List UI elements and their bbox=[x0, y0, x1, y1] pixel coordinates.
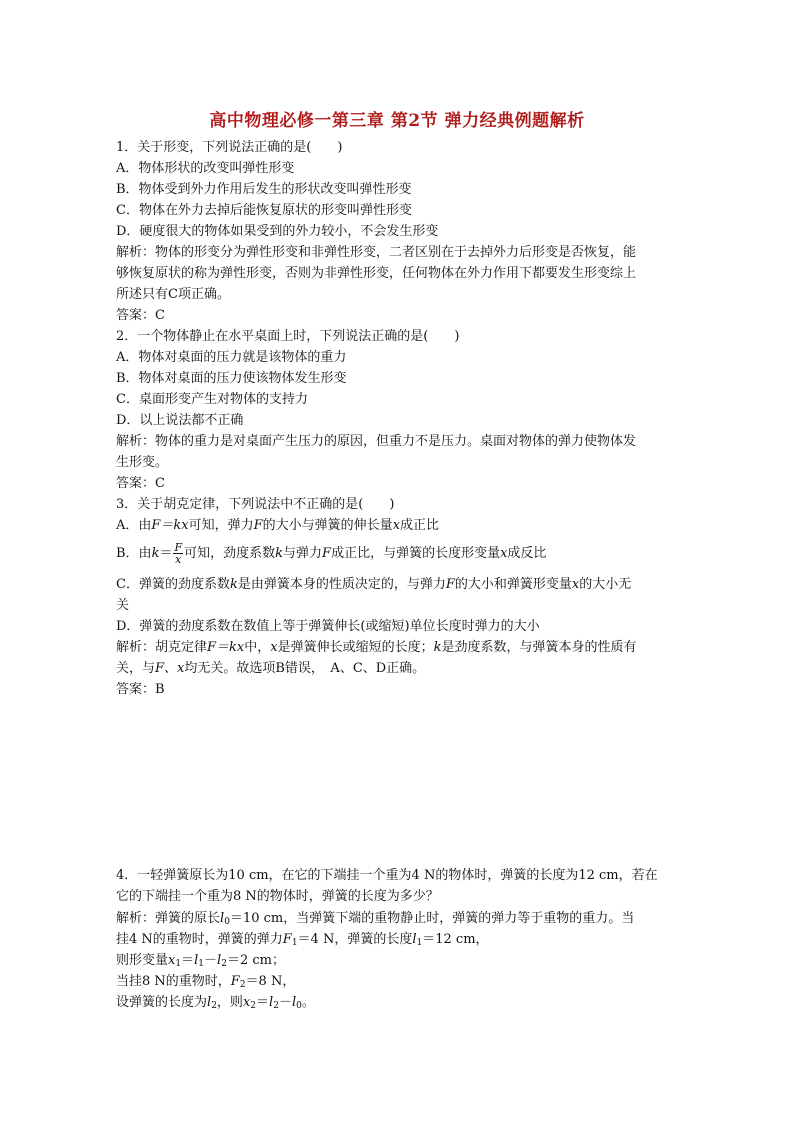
q4-j3-tail: ＝2 cm； bbox=[226, 953, 285, 968]
q3-c-mid2: 的大小和弹簧形变量 bbox=[454, 577, 572, 592]
q3-a-mid2: 的大小与弹簧的伸长量 bbox=[262, 518, 393, 533]
q3-j1-formula: F＝kx bbox=[207, 640, 245, 655]
q3-j1-var-x: x bbox=[270, 640, 278, 655]
q3-option-c-line2: 关 bbox=[116, 598, 130, 613]
q4-j5-sub-c: 2 bbox=[273, 1001, 279, 1011]
q3-a-var-f: F bbox=[253, 518, 263, 533]
page-title: 高中物理必修一第三章 第2节 弹力经典例题解析 bbox=[209, 111, 585, 131]
q4-j2-sub-b: 1 bbox=[416, 938, 423, 948]
q1-analysis-line3: 所述只有C项正确。 bbox=[116, 287, 230, 302]
q4-j5-minus: － bbox=[278, 995, 292, 1010]
q3-analysis-line2 bbox=[116, 658, 686, 679]
q3-answer: 答案：B bbox=[116, 682, 165, 697]
q4-j5-sub: 2 bbox=[211, 1001, 217, 1011]
q3-b-var-f: F bbox=[322, 546, 332, 561]
q4-j5-sub-d: 0 bbox=[296, 1001, 302, 1011]
q1-analysis-line2: 够恢复原状的称为弹性形变，否则为非弹性形变，任何物体在外力作用下都要发生形变综上 bbox=[116, 266, 637, 281]
q3-c-var-f: F bbox=[445, 577, 455, 592]
fraction-denominator: x bbox=[175, 553, 182, 566]
q1-option-d: D．硬度很大的物体如果受到的外力较小，不会发生形变 bbox=[116, 224, 439, 239]
q4-j1-tail: ＝10 cm，当弹簧下端的重物静止时，弹簧的弹力等于重物的重力。当 bbox=[229, 911, 635, 926]
q2-answer: 答案：C bbox=[116, 476, 165, 491]
q3-j1-mid2: 是弹簧伸长或缩短的长度； bbox=[277, 640, 434, 655]
q4-j1-prefix: 解析：弹簧的原长 bbox=[116, 911, 221, 926]
q3-b-tail: 成反比 bbox=[507, 546, 547, 561]
q4-j5-l2: l bbox=[269, 995, 274, 1010]
q2-analysis-line1: 解析：物体的重力是对桌面产生压力的原因，但重力不是压力。桌面对物体的弹力使物体发 bbox=[116, 434, 637, 449]
q3-option-a bbox=[116, 515, 686, 536]
q3-c-var-x: x bbox=[571, 577, 580, 592]
q1-analysis-line1: 解析：物体的形变分为弹性形变和非弹性形变，二者区别在于去掉外力后形变是否恢复，能 bbox=[116, 245, 637, 260]
q4-j3-l1: l bbox=[194, 953, 199, 968]
q3-b-k: k bbox=[151, 546, 160, 561]
q4-stem-line2: 它的下端挂一个重为8 N的物体时，弹簧的长度为多少？ bbox=[116, 889, 439, 904]
q4-j4-f: F bbox=[230, 974, 240, 989]
q3-c-tail: 的大小无 bbox=[579, 577, 632, 592]
q4-j4-prefix: 当挂8 N的重物时， bbox=[116, 974, 231, 989]
q4-j4-tail: ＝8 N， bbox=[245, 974, 296, 989]
q3-c-prefix: C．弹簧的劲度系数 bbox=[116, 577, 230, 592]
q4-j2-mid: ＝4 N，弹簧的长度 bbox=[297, 932, 413, 947]
fraction-numerator: F bbox=[174, 541, 183, 554]
q4-j5-l: l bbox=[207, 995, 212, 1010]
q4-j5-tail: 。 bbox=[301, 995, 315, 1010]
q3-b-var-x: x bbox=[500, 546, 508, 561]
q3-a-tail: 成正比 bbox=[400, 518, 440, 533]
q4-j1-l: l bbox=[220, 911, 225, 926]
q1-stem: 1．关于形变，下列说法正确的是( ) bbox=[116, 140, 343, 155]
q4-j3-prefix: 则形变量 bbox=[116, 953, 169, 968]
q3-j1-prefix: 解析：胡克定律 bbox=[116, 640, 208, 655]
q3-c-mid: 是由弹簧本身的性质决定的，与弹力 bbox=[237, 577, 446, 592]
q4-stem-line1: 4．一轻弹簧原长为10 cm，在它的下端挂一个重为4 N的物体时，弹簧的长度为12 cm，若在 bbox=[116, 868, 658, 883]
q4-j3-l2: l bbox=[217, 953, 222, 968]
q4-j3-sub-c: 2 bbox=[221, 959, 227, 969]
q3-a-mid: 可知，弹力 bbox=[188, 518, 254, 533]
q3-b-prefix: B．由 bbox=[116, 546, 152, 561]
q2-option-a: A．物体对桌面的压力就是该物体的重力 bbox=[116, 350, 347, 365]
q3-j1-tail: 是劲度系数，与弹簧本身的性质有 bbox=[441, 640, 637, 655]
q2-option-d: D．以上说法都不正确 bbox=[116, 413, 244, 428]
q4-j5-x: x bbox=[242, 995, 251, 1010]
q4-j3-sub-b: 1 bbox=[198, 959, 205, 969]
q1-option-a: A．物体形状的改变叫弹性形变 bbox=[116, 161, 295, 176]
q3-b-mid3: 成正比，与弹簧的长度形变量 bbox=[331, 546, 501, 561]
q1-option-c: C．物体在外力去掉后能恢复原状的形变叫弹性形变 bbox=[116, 203, 412, 218]
q2-analysis-line2: 生形变。 bbox=[116, 455, 169, 470]
q1-answer: 答案：C bbox=[116, 308, 165, 323]
q3-a-var-x: x bbox=[392, 518, 401, 533]
q4-j5-sub-b: 2 bbox=[250, 1001, 257, 1011]
q3-b-var-k: k bbox=[275, 546, 284, 561]
q3-a-prefix: A．由 bbox=[116, 518, 152, 533]
q3-j2-vars: F、x bbox=[155, 661, 185, 676]
q3-j2-tail: 均无关。故选项B错误， A、C、D正确。 bbox=[184, 661, 426, 676]
q4-j1-sub: 0 bbox=[224, 917, 230, 927]
q3-b-mid2: 与弹力 bbox=[283, 546, 323, 561]
q3-stem: 3．关于胡克定律，下列说法中不正确的是( ) bbox=[116, 497, 395, 512]
fraction-f-over-x bbox=[173, 542, 183, 565]
q3-c-var-k: k bbox=[229, 577, 238, 592]
q4-j3-x: x bbox=[168, 953, 176, 968]
q2-option-c: C．桌面形变产生对物体的支持力 bbox=[116, 392, 308, 407]
q3-a-formula: F＝kx bbox=[151, 518, 189, 533]
q4-j5-eq: ＝ bbox=[256, 995, 270, 1010]
q3-j1-var-k: k bbox=[433, 640, 442, 655]
q3-option-d: D．弹簧的劲度系数在数值上等于弹簧伸长(或缩短)单位长度时弹力的大小 bbox=[116, 619, 540, 634]
q1-option-b: B．物体受到外力作用后发生的形状改变叫弹性形变 bbox=[116, 182, 412, 197]
q3-j1-mid: 中， bbox=[244, 640, 271, 655]
q3-b-mid: 可知，劲度系数 bbox=[184, 546, 276, 561]
q4-j5-mid: ，则 bbox=[216, 995, 243, 1010]
q4-j4-sub: 2 bbox=[239, 980, 246, 990]
q4-j5-l0: l bbox=[291, 995, 297, 1010]
q4-j2-tail: ＝12 cm， bbox=[422, 932, 489, 947]
q4-j3-eq: ＝ bbox=[181, 953, 195, 968]
q2-option-b: B．物体对桌面的压力使该物体发生形变 bbox=[116, 371, 347, 386]
q4-j2-sub: 1 bbox=[291, 938, 298, 948]
q3-option-b bbox=[116, 542, 686, 565]
q3-option-c-line1 bbox=[116, 574, 686, 595]
q3-b-eq: ＝ bbox=[159, 546, 173, 561]
q3-j2-prefix: 关，与 bbox=[116, 661, 156, 676]
q4-j3-sub: 1 bbox=[175, 959, 182, 969]
q4-j2-f: F bbox=[282, 932, 292, 947]
q4-j3-minus: － bbox=[204, 953, 218, 968]
q2-stem: 2．一个物体静止在水平桌面上时，下列说法正确的是( ) bbox=[116, 329, 460, 344]
q3-analysis-line1 bbox=[116, 637, 686, 658]
q4-j2-l: l bbox=[412, 932, 417, 947]
q4-analysis-line5 bbox=[116, 992, 686, 1017]
q4-j5-prefix: 设弹簧的长度为 bbox=[116, 995, 208, 1010]
q4-j2-prefix: 挂4 N的重物时，弹簧的弹力 bbox=[116, 932, 283, 947]
